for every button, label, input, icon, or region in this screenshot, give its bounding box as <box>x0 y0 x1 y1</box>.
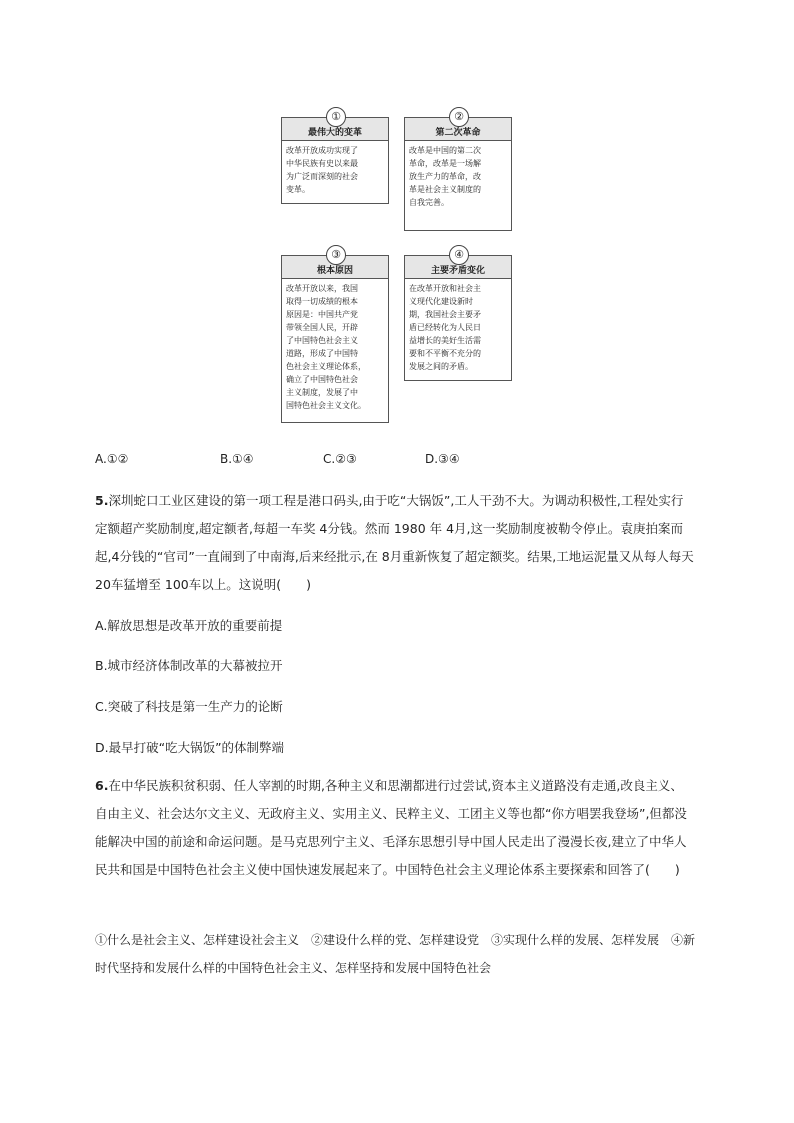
card-number: ④ <box>449 245 469 265</box>
card-header <box>282 110 388 141</box>
card-body: 改革是中国的第二次 革命，改革是一场解 放生产力的革命，改 革是社会主义制度的 自我完善。 <box>409 146 481 207</box>
card-number: ③ <box>326 245 346 265</box>
q5-option-c[interactable]: C.突破了科技是第一生产力的论断 <box>95 699 283 714</box>
card-1 <box>281 110 389 204</box>
q4-option-d[interactable]: D.③④ <box>425 452 460 466</box>
question-stem: 深圳蛇口工业区建设的第一项工程是港口码头,由于吃“大锅饭”,工人干劲不大。为调动积极性,工程处实行定额超产奖励制度,超定额者,每超一车奖 4分钱。然而 1980 年 4月,这一奖励制度被勒令停止。袁庚拍案而起,4分钱的“官司”一直闹到了中南海,后来经批示,在 8月重新恢复了超定额奖。结果,工地运泥量又从每人每天 20车猛增至 100车以上。这说明( ) <box>95 493 694 592</box>
card-header <box>282 248 388 279</box>
card-body: 改革开放以来，我国 取得一切成绩的根本 原因是：中国共产党 带领全国人民，开辟 了中国特色社会主义 道路，形成了中国特 色社会主义理论体系， 确立了中国特色社会 主义制度，发展了中 国特色社会主义文化。 <box>286 284 366 410</box>
q4-option-b[interactable]: B.①④ <box>220 452 254 466</box>
question-5 <box>95 487 695 599</box>
question-number: 5. <box>95 493 109 508</box>
question-6 <box>95 772 695 884</box>
card-body: 改革开放成功实现了 中华民族有史以来最 为广泛而深刻的社会 变革。 <box>286 146 358 194</box>
card-title: 第二次革命 <box>435 128 481 138</box>
card-header <box>405 110 511 141</box>
q4-option-c[interactable]: C.②③ <box>323 452 357 466</box>
q5-option-b[interactable]: B.城市经济体制改革的大幕被拉开 <box>95 658 283 673</box>
card-number: ① <box>326 107 346 127</box>
question-stem: 在中华民族积贫积弱、任人宰割的时期,各种主义和思潮都进行过尝试,资本主义道路没有走通,改良主义、自由主义、社会达尔文主义、无政府主义、实用主义、民粹主义、工团主义等也都“你方唱罢我登场”,但都没能解决中国的前途和命运问题。是马克思列宁主义、毛泽东思想引导中国人民走出了漫漫长夜,建立了中华人民共和国是中国特色社会主义使中国快速发展起来了。中国特色社会主义理论体系主要探索和回答了( ) <box>95 778 687 877</box>
q6-statements: ①什么是社会主义、怎样建设社会主义 ②建设什么样的党、怎样建设党 ③实现什么样的发展、怎样发展 ④新时代坚持和发展什么样的中国特色社会主义、怎样坚持和发展中国特色社会 <box>95 933 696 975</box>
card-4 <box>404 248 512 381</box>
card-title: 根本原因 <box>316 266 353 276</box>
card-3 <box>281 248 389 423</box>
card-number: ② <box>449 107 469 127</box>
q5-option-d[interactable]: D.最早打破“吃大锅饭”的体制弊端 <box>95 740 285 755</box>
question-number: 6. <box>95 778 109 793</box>
card-title: 最伟大的变革 <box>307 128 362 138</box>
card-2 <box>404 110 512 231</box>
card-body: 在改革开放和社会主 义现代化建设新时 期，我国社会主要矛 盾已经转化为人民日 益增长的美好生活需 要和不平衡不充分的 发展之间的矛盾。 <box>409 284 481 371</box>
q5-option-a[interactable]: A.解放思想是改革开放的重要前提 <box>95 618 283 633</box>
card-header <box>405 248 511 279</box>
q4-option-a[interactable]: A.①② <box>95 452 129 466</box>
card-title: 主要矛盾变化 <box>430 266 485 276</box>
